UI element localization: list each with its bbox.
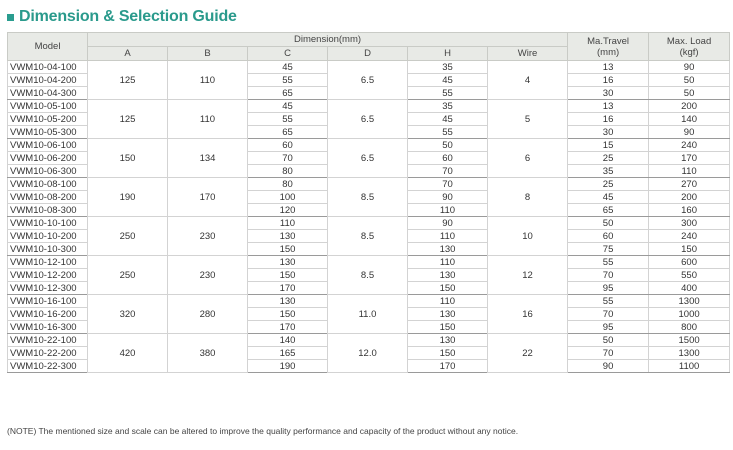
- table-row: [8, 256, 730, 269]
- cell-model: VWM10-08-200: [8, 191, 88, 204]
- cell-c: 45: [248, 61, 328, 74]
- cell-travel: 16: [568, 74, 649, 87]
- cell-model: VWM10-04-100: [8, 61, 88, 74]
- header-d: D: [328, 47, 408, 61]
- cell-a: 420: [88, 334, 168, 373]
- cell-travel: 30: [568, 126, 649, 139]
- cell-h: 50: [408, 139, 488, 152]
- cell-wire: 22: [488, 334, 568, 373]
- cell-load: 200: [649, 100, 730, 113]
- cell-travel: 70: [568, 347, 649, 360]
- cell-c: 170: [248, 282, 328, 295]
- cell-travel: 70: [568, 269, 649, 282]
- cell-load: 400: [649, 282, 730, 295]
- cell-load: 110: [649, 165, 730, 178]
- cell-d: 6.5: [328, 61, 408, 100]
- cell-h: 150: [408, 347, 488, 360]
- cell-model: VWM10-22-200: [8, 347, 88, 360]
- cell-wire: 12: [488, 256, 568, 295]
- cell-travel: 95: [568, 282, 649, 295]
- cell-load: 90: [649, 61, 730, 74]
- cell-travel: 25: [568, 152, 649, 165]
- header-travel: [568, 33, 649, 61]
- header-load-line2: (kgf): [679, 46, 699, 58]
- cell-load: 50: [649, 87, 730, 100]
- cell-c: 45: [248, 100, 328, 113]
- table-body: [8, 61, 730, 373]
- cell-model: VWM10-05-200: [8, 113, 88, 126]
- table-row: [8, 61, 730, 74]
- cell-h: 70: [408, 165, 488, 178]
- cell-c: 65: [248, 126, 328, 139]
- cell-d: 12.0: [328, 334, 408, 373]
- cell-c: 70: [248, 152, 328, 165]
- cell-travel: 75: [568, 243, 649, 256]
- cell-load: 1300: [649, 295, 730, 308]
- cell-model: VWM10-05-100: [8, 100, 88, 113]
- cell-load: 1300: [649, 347, 730, 360]
- cell-d: 6.5: [328, 139, 408, 178]
- cell-model: VWM10-06-200: [8, 152, 88, 165]
- cell-travel: 95: [568, 321, 649, 334]
- cell-c: 80: [248, 165, 328, 178]
- cell-b: 110: [168, 61, 248, 100]
- cell-h: 90: [408, 217, 488, 230]
- cell-travel: 30: [568, 87, 649, 100]
- cell-load: 1100: [649, 360, 730, 373]
- cell-h: 110: [408, 256, 488, 269]
- cell-load: 550: [649, 269, 730, 282]
- cell-a: 250: [88, 256, 168, 295]
- header-dimension: Dimension(mm): [88, 33, 568, 47]
- cell-d: 8.5: [328, 217, 408, 256]
- header-travel-line2: (mm): [597, 46, 620, 58]
- cell-d: 8.5: [328, 178, 408, 217]
- cell-h: 170: [408, 360, 488, 373]
- cell-c: 100: [248, 191, 328, 204]
- cell-travel: 45: [568, 191, 649, 204]
- cell-c: 130: [248, 230, 328, 243]
- cell-h: 110: [408, 295, 488, 308]
- header-a: A: [88, 47, 168, 61]
- cell-h: 130: [408, 308, 488, 321]
- cell-travel: 15: [568, 139, 649, 152]
- dimension-selection-table: [7, 32, 730, 373]
- cell-load: 1000: [649, 308, 730, 321]
- table-row: [8, 295, 730, 308]
- cell-c: 150: [248, 243, 328, 256]
- cell-load: 200: [649, 191, 730, 204]
- cell-c: 130: [248, 256, 328, 269]
- header-b: B: [168, 47, 248, 61]
- cell-wire: 6: [488, 139, 568, 178]
- cell-model: VWM10-04-300: [8, 87, 88, 100]
- cell-travel: 60: [568, 230, 649, 243]
- cell-travel: 55: [568, 256, 649, 269]
- cell-model: VWM10-08-100: [8, 178, 88, 191]
- cell-h: 55: [408, 126, 488, 139]
- cell-model: VWM10-10-100: [8, 217, 88, 230]
- cell-c: 65: [248, 87, 328, 100]
- cell-a: 125: [88, 61, 168, 100]
- cell-b: 280: [168, 295, 248, 334]
- cell-load: 140: [649, 113, 730, 126]
- cell-h: 45: [408, 113, 488, 126]
- header-load-line1: Max. Load: [666, 35, 712, 47]
- cell-c: 170: [248, 321, 328, 334]
- cell-model: VWM10-12-100: [8, 256, 88, 269]
- cell-b: 170: [168, 178, 248, 217]
- cell-c: 80: [248, 178, 328, 191]
- cell-h: 150: [408, 321, 488, 334]
- cell-load: 170: [649, 152, 730, 165]
- footnote: (NOTE) The mentioned size and scale can be altered to improve the quality performance and capacity of the product without any notice.: [7, 426, 519, 436]
- cell-h: 70: [408, 178, 488, 191]
- cell-load: 150: [649, 243, 730, 256]
- cell-c: 165: [248, 347, 328, 360]
- cell-c: 150: [248, 308, 328, 321]
- cell-wire: 8: [488, 178, 568, 217]
- cell-load: 800: [649, 321, 730, 334]
- cell-a: 150: [88, 139, 168, 178]
- cell-model: VWM10-05-300: [8, 126, 88, 139]
- header-c: C: [248, 47, 328, 61]
- cell-h: 130: [408, 334, 488, 347]
- cell-model: VWM10-08-300: [8, 204, 88, 217]
- cell-wire: 16: [488, 295, 568, 334]
- cell-model: VWM10-22-100: [8, 334, 88, 347]
- cell-travel: 13: [568, 100, 649, 113]
- cell-a: 125: [88, 100, 168, 139]
- cell-travel: 90: [568, 360, 649, 373]
- cell-h: 130: [408, 243, 488, 256]
- table-row: [8, 178, 730, 191]
- header-model: Model: [8, 33, 88, 61]
- cell-load: 50: [649, 74, 730, 87]
- cell-h: 45: [408, 74, 488, 87]
- header-travel-line1: Ma.Travel: [587, 35, 630, 47]
- cell-model: VWM10-10-200: [8, 230, 88, 243]
- header-wire: Wire: [488, 47, 568, 61]
- cell-d: 8.5: [328, 256, 408, 295]
- cell-h: 35: [408, 100, 488, 113]
- cell-h: 35: [408, 61, 488, 74]
- cell-model: VWM10-12-300: [8, 282, 88, 295]
- page-title: [7, 7, 237, 27]
- cell-h: 110: [408, 230, 488, 243]
- cell-model: VWM10-16-300: [8, 321, 88, 334]
- cell-b: 230: [168, 217, 248, 256]
- cell-travel: 25: [568, 178, 649, 191]
- cell-load: 240: [649, 230, 730, 243]
- cell-travel: 50: [568, 217, 649, 230]
- cell-c: 55: [248, 113, 328, 126]
- cell-model: VWM10-06-100: [8, 139, 88, 152]
- cell-c: 130: [248, 295, 328, 308]
- cell-travel: 70: [568, 308, 649, 321]
- cell-b: 134: [168, 139, 248, 178]
- cell-travel: 35: [568, 165, 649, 178]
- cell-h: 110: [408, 204, 488, 217]
- table-row: [8, 334, 730, 347]
- cell-model: VWM10-16-100: [8, 295, 88, 308]
- cell-wire: 10: [488, 217, 568, 256]
- cell-model: VWM10-06-300: [8, 165, 88, 178]
- cell-h: 90: [408, 191, 488, 204]
- cell-model: VWM10-16-200: [8, 308, 88, 321]
- cell-load: 600: [649, 256, 730, 269]
- cell-d: 6.5: [328, 100, 408, 139]
- cell-a: 320: [88, 295, 168, 334]
- cell-travel: 16: [568, 113, 649, 126]
- cell-load: 1500: [649, 334, 730, 347]
- cell-b: 110: [168, 100, 248, 139]
- cell-c: 140: [248, 334, 328, 347]
- cell-model: VWM10-12-200: [8, 269, 88, 282]
- cell-b: 380: [168, 334, 248, 373]
- cell-load: 270: [649, 178, 730, 191]
- cell-c: 150: [248, 269, 328, 282]
- cell-model: VWM10-22-300: [8, 360, 88, 373]
- header-load: [649, 33, 730, 61]
- table-row: [8, 139, 730, 152]
- cell-h: 55: [408, 87, 488, 100]
- cell-h: 60: [408, 152, 488, 165]
- cell-travel: 65: [568, 204, 649, 217]
- cell-travel: 50: [568, 334, 649, 347]
- cell-c: 120: [248, 204, 328, 217]
- cell-load: 160: [649, 204, 730, 217]
- cell-model: VWM10-04-200: [8, 74, 88, 87]
- table-row: [8, 100, 730, 113]
- cell-c: 110: [248, 217, 328, 230]
- cell-travel: 13: [568, 61, 649, 74]
- cell-model: VWM10-10-300: [8, 243, 88, 256]
- cell-a: 250: [88, 217, 168, 256]
- cell-h: 150: [408, 282, 488, 295]
- cell-b: 230: [168, 256, 248, 295]
- cell-travel: 55: [568, 295, 649, 308]
- cell-load: 300: [649, 217, 730, 230]
- cell-h: 130: [408, 269, 488, 282]
- cell-wire: 5: [488, 100, 568, 139]
- cell-d: 11.0: [328, 295, 408, 334]
- cell-load: 240: [649, 139, 730, 152]
- cell-load: 90: [649, 126, 730, 139]
- cell-a: 190: [88, 178, 168, 217]
- cell-c: 55: [248, 74, 328, 87]
- cell-c: 60: [248, 139, 328, 152]
- header-h: H: [408, 47, 488, 61]
- cell-c: 190: [248, 360, 328, 373]
- cell-wire: 4: [488, 61, 568, 100]
- title-bullet-square: [7, 14, 14, 21]
- table-row: [8, 217, 730, 230]
- page-title-text: Dimension & Selection Guide: [19, 8, 237, 25]
